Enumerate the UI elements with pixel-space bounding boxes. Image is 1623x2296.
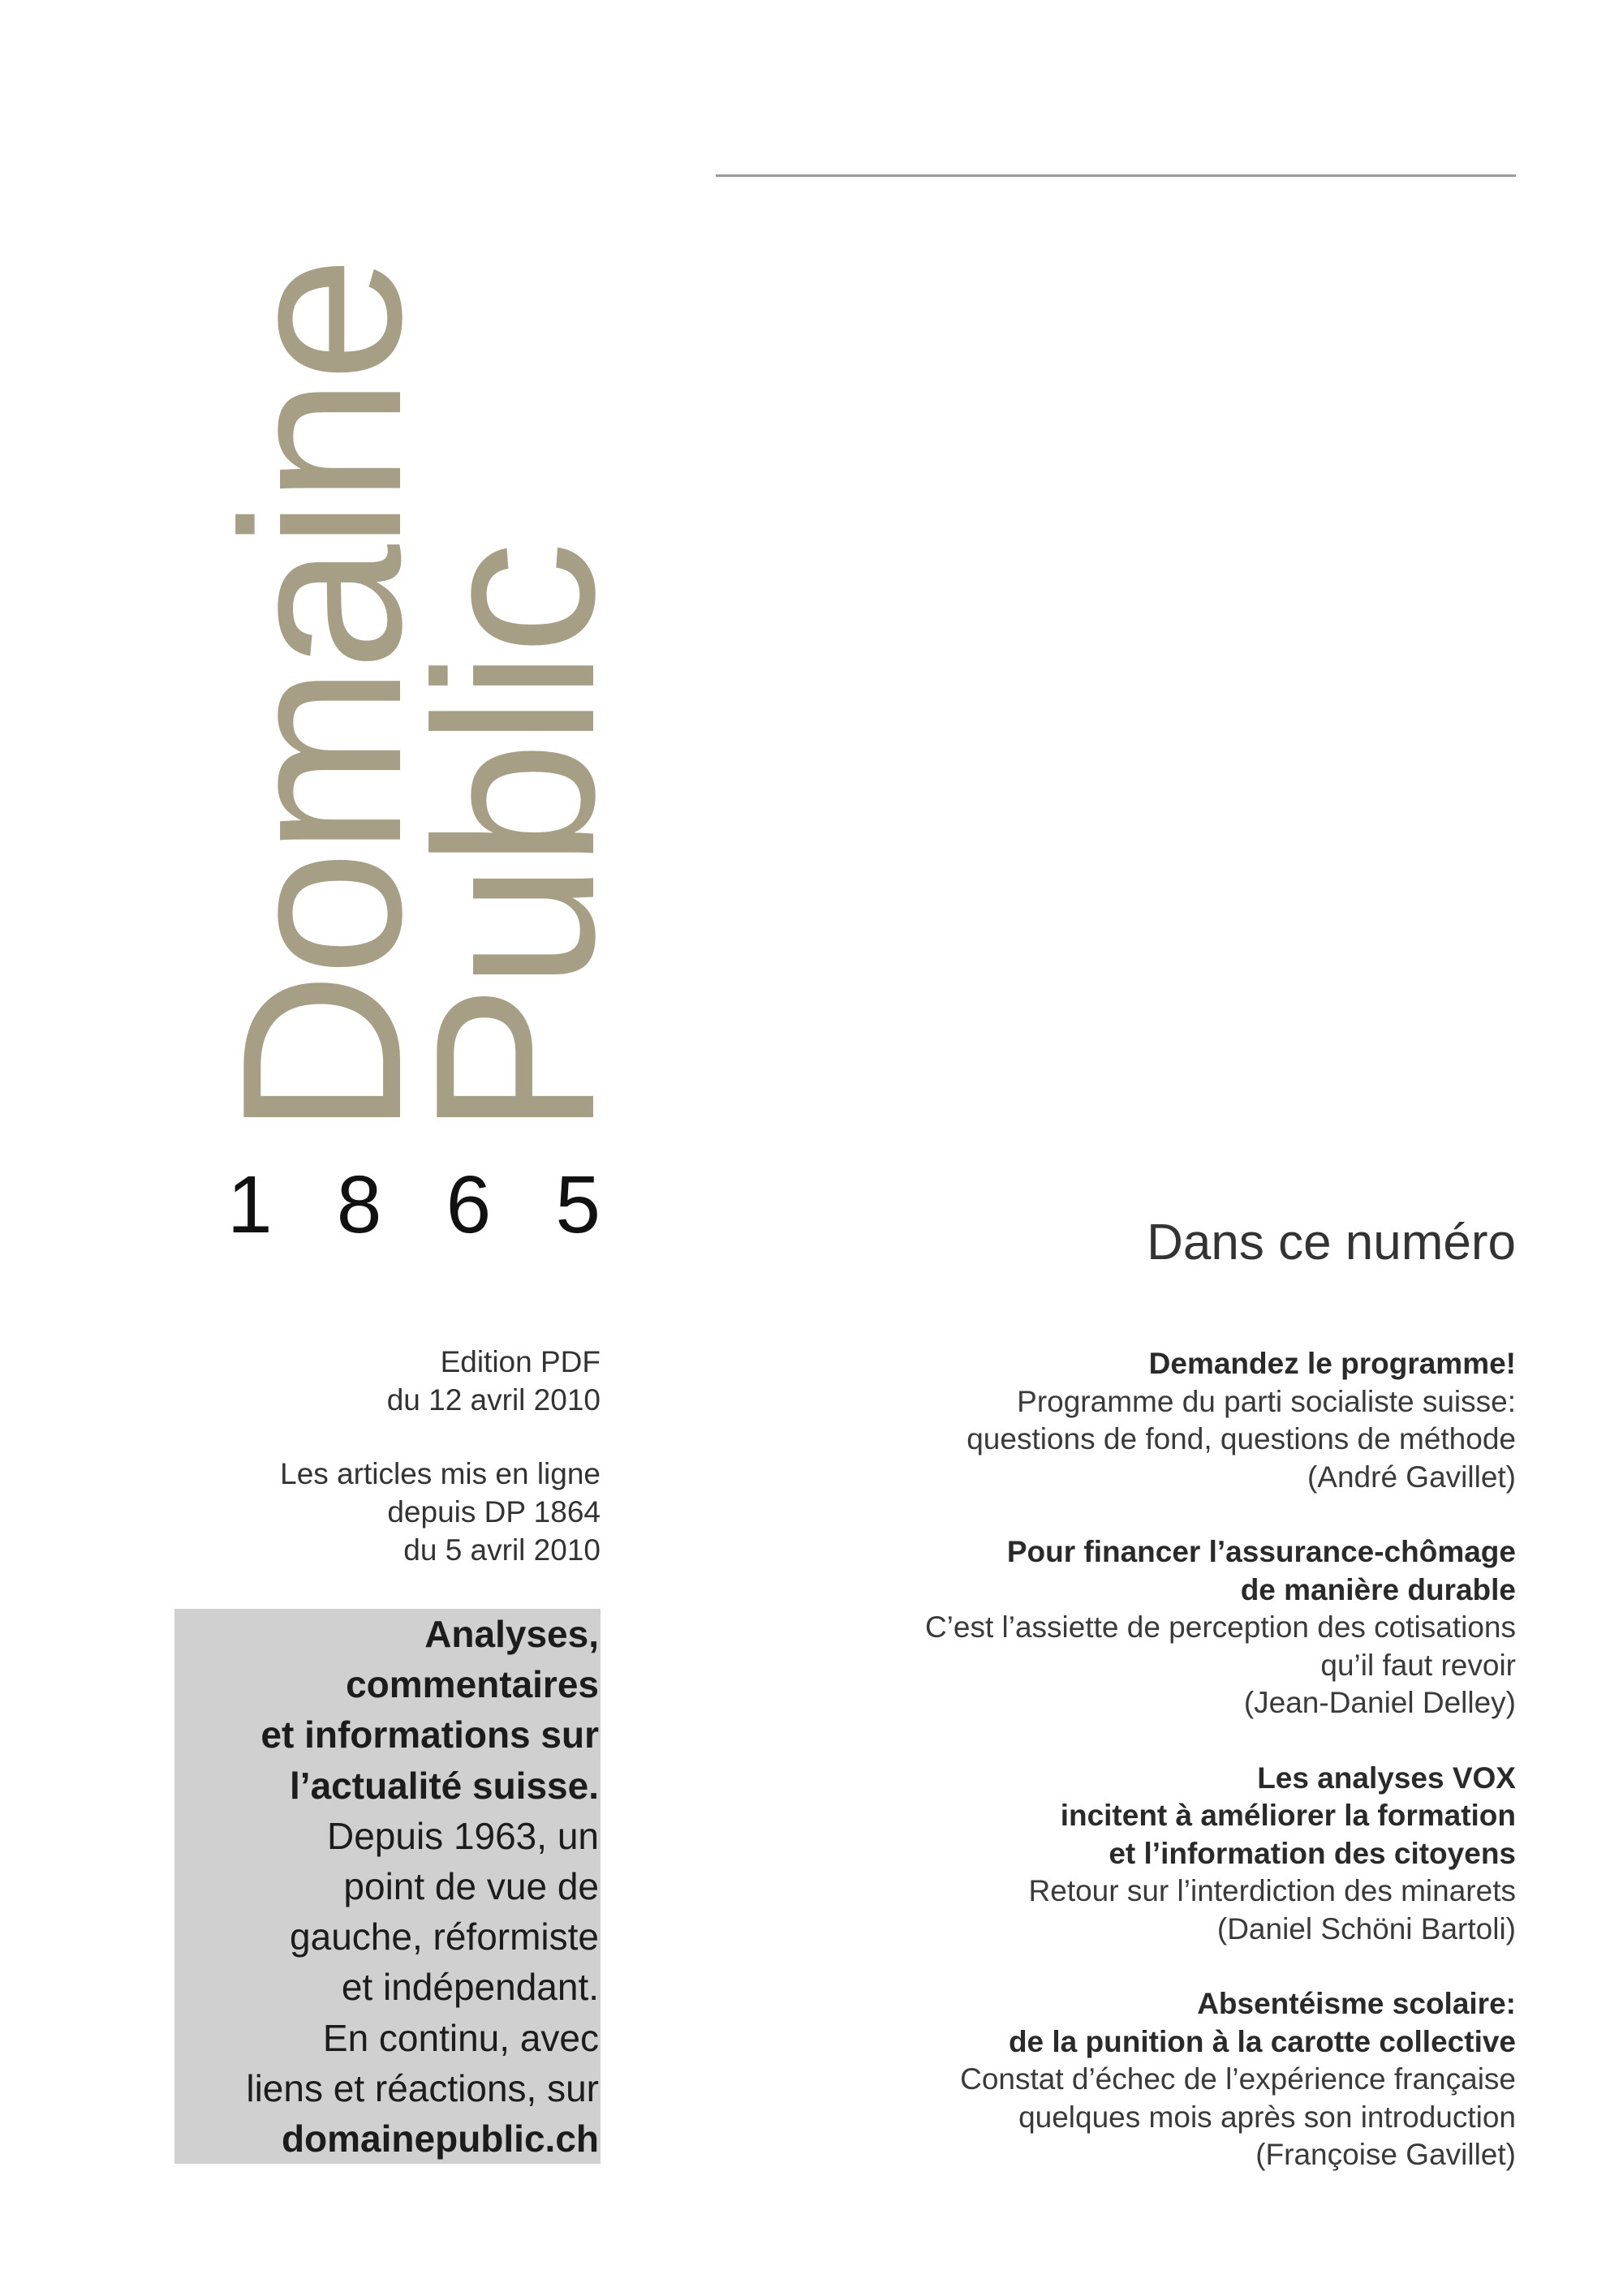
promo-line: Analyses, bbox=[424, 1613, 599, 1655]
promo-website-link[interactable]: domainepublic.ch bbox=[281, 2118, 599, 2161]
promo-line: gauche, réformiste bbox=[290, 1915, 599, 1958]
toc-item-author: (Françoise Gavillet) bbox=[1255, 2138, 1516, 2171]
masthead-year bbox=[227, 1156, 601, 1253]
toc-item[interactable] bbox=[730, 1533, 1516, 1722]
toc-item-title[interactable]: Demandez le programme! bbox=[1148, 1347, 1516, 1380]
promo-box bbox=[174, 1609, 601, 2164]
articles-line: depuis DP 1864 bbox=[387, 1495, 601, 1529]
articles-line: Les articles mis en ligne bbox=[280, 1457, 601, 1490]
edition-label: Edition PDF bbox=[440, 1345, 601, 1378]
toc-item-author: (Daniel Schöni Bartoli) bbox=[1216, 1911, 1516, 1946]
toc-item-description: quelques mois après son introduction bbox=[1018, 2100, 1516, 2134]
promo-line: Depuis 1963, un bbox=[326, 1814, 599, 1857]
toc-item-author: (Jean-Daniel Delley) bbox=[1243, 1686, 1516, 1719]
toc-item-description: C’est l’assiette de perception des cotisations bbox=[924, 1610, 1516, 1644]
toc-item-title[interactable]: Les analyses VOX bbox=[1257, 1761, 1516, 1795]
top-divider bbox=[716, 174, 1516, 177]
articles-line: du 5 avril 2010 bbox=[403, 1533, 601, 1567]
toc-item[interactable] bbox=[730, 1985, 1516, 2174]
masthead-title-domaine: Domaine bbox=[196, 260, 449, 1136]
masthead-title-public: Public bbox=[389, 546, 642, 1136]
promo-line: En continu, avec bbox=[322, 2016, 599, 2059]
toc-item-description: questions de fond, questions de méthode bbox=[966, 1422, 1516, 1455]
toc-item[interactable] bbox=[730, 1345, 1516, 1496]
promo-line: et indépendant. bbox=[341, 1966, 599, 2009]
toc-item-author: (André Gavillet) bbox=[1307, 1460, 1516, 1494]
toc-item[interactable] bbox=[730, 1760, 1516, 1949]
toc-item-description: Retour sur l’interdiction des minarets bbox=[1028, 1874, 1516, 1907]
toc-item-title[interactable]: de la punition à la carotte collective bbox=[1008, 2024, 1516, 2058]
promo-line: l’actualité suisse. bbox=[290, 1764, 599, 1807]
year-digit: 6 bbox=[446, 1159, 492, 1250]
toc-item-description: qu’il faut revoir bbox=[1320, 1648, 1516, 1682]
toc-item-title[interactable]: de manière durable bbox=[1240, 1572, 1516, 1606]
edition-info bbox=[162, 1343, 601, 1419]
toc-item-title[interactable]: Pour financer l’assurance-chômage bbox=[1006, 1535, 1516, 1568]
year-digit: 1 bbox=[227, 1159, 273, 1250]
toc-item-title[interactable]: Absentéisme scolaire: bbox=[1197, 1987, 1516, 2020]
promo-line: et informations sur bbox=[260, 1713, 599, 1756]
edition-date: du 12 avril 2010 bbox=[386, 1383, 601, 1417]
toc-item-title[interactable]: incitent à améliorer la formation bbox=[1060, 1799, 1516, 1832]
toc-item-title[interactable]: et l’information des citoyens bbox=[1109, 1836, 1516, 1870]
promo-line: liens et réactions, sur bbox=[246, 2066, 599, 2109]
promo-line: commentaires bbox=[346, 1663, 599, 1706]
toc-item-description: Programme du parti socialiste suisse: bbox=[1017, 1384, 1516, 1418]
promo-line: point de vue de bbox=[343, 1865, 599, 1908]
articles-info bbox=[162, 1455, 601, 1569]
toc-heading: Dans ce numéro bbox=[1147, 1215, 1516, 1271]
year-digit: 8 bbox=[336, 1159, 382, 1250]
year-digit: 5 bbox=[555, 1159, 601, 1250]
toc-item-description: Constat d’échec de l’expérience française bbox=[960, 2062, 1516, 2096]
table-of-contents bbox=[730, 1345, 1516, 2174]
